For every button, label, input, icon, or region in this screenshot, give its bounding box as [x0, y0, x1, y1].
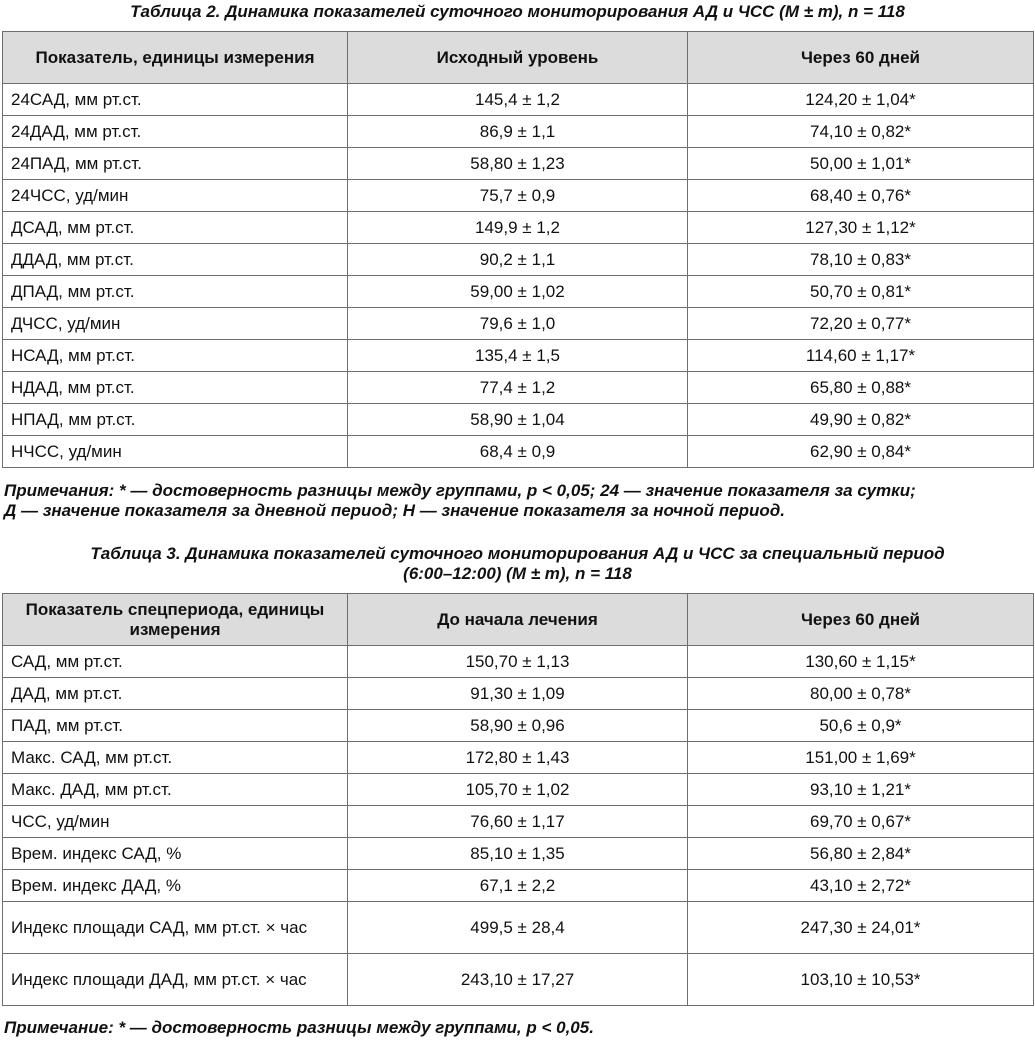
before-cell: 58,90 ± 0,96 — [348, 710, 688, 742]
table2-header-60days: Через 60 дней — [688, 32, 1034, 84]
after-cell: 74,10 ± 0,82* — [688, 116, 1034, 148]
indicator-cell: ДДАД, мм рт.ст. — [3, 244, 348, 276]
table-row — [3, 774, 1034, 806]
indicator-cell: Макс. ДАД, мм рт.ст. — [3, 774, 348, 806]
after-cell: 78,10 ± 0,83* — [688, 244, 1034, 276]
table-row — [3, 180, 1034, 212]
before-cell: 85,10 ± 1,35 — [348, 838, 688, 870]
table2-note-line2: Д — значение показателя за дневной период; Н — значение показателя за ночной период. — [4, 501, 785, 520]
after-cell: 50,6 ± 0,9* — [688, 710, 1034, 742]
after-cell: 130,60 ± 1,15* — [688, 646, 1034, 678]
indicator-cell: 24ДАД, мм рт.ст. — [3, 116, 348, 148]
table-row — [3, 870, 1034, 902]
table-row — [3, 404, 1034, 436]
before-cell: 91,30 ± 1,09 — [348, 678, 688, 710]
table-row — [3, 678, 1034, 710]
table3-header-row — [3, 594, 1034, 646]
indicator-cell: ЧСС, уд/мин — [3, 806, 348, 838]
indicator-cell: 24ПАД, мм рт.ст. — [3, 148, 348, 180]
table-row — [3, 340, 1034, 372]
indicator-cell: ДСАД, мм рт.ст. — [3, 212, 348, 244]
table2-body — [3, 84, 1034, 468]
after-cell: 65,80 ± 0,88* — [688, 372, 1034, 404]
before-cell: 90,2 ± 1,1 — [348, 244, 688, 276]
table2-header-baseline: Исходный уровень — [348, 32, 688, 84]
before-cell: 58,90 ± 1,04 — [348, 404, 688, 436]
before-cell: 105,70 ± 1,02 — [348, 774, 688, 806]
before-cell: 149,9 ± 1,2 — [348, 212, 688, 244]
after-cell: 50,70 ± 0,81* — [688, 276, 1034, 308]
indicator-cell: 24САД, мм рт.ст. — [3, 84, 348, 116]
table3-header-before: До начала лечения — [348, 594, 688, 646]
after-cell: 114,60 ± 1,17* — [688, 340, 1034, 372]
before-cell: 150,70 ± 1,13 — [348, 646, 688, 678]
after-cell: 124,20 ± 1,04* — [688, 84, 1034, 116]
table-row — [3, 276, 1034, 308]
table2 — [2, 31, 1034, 468]
indicator-cell: Макс. САД, мм рт.ст. — [3, 742, 348, 774]
table2-header-row — [3, 32, 1034, 84]
indicator-cell: ДПАД, мм рт.ст. — [3, 276, 348, 308]
after-cell: 93,10 ± 1,21* — [688, 774, 1034, 806]
after-cell: 68,40 ± 0,76* — [688, 180, 1034, 212]
indicator-cell: НПАД, мм рт.ст. — [3, 404, 348, 436]
before-cell: 135,4 ± 1,5 — [348, 340, 688, 372]
table2-note-line1: Примечания: * — достоверность разницы между группами, р < 0,05; 24 — значение показателя за сутки; — [4, 481, 916, 500]
before-cell: 58,80 ± 1,23 — [348, 148, 688, 180]
before-cell: 67,1 ± 2,2 — [348, 870, 688, 902]
after-cell: 62,90 ± 0,84* — [688, 436, 1034, 468]
table-row — [3, 742, 1034, 774]
indicator-cell: ПАД, мм рт.ст. — [3, 710, 348, 742]
after-cell: 127,30 ± 1,12* — [688, 212, 1034, 244]
before-cell: 75,7 ± 0,9 — [348, 180, 688, 212]
table3-note: Примечание: * — достоверность разницы между группами, р < 0,05. — [4, 1018, 594, 1037]
after-cell: 43,10 ± 2,72* — [688, 870, 1034, 902]
after-cell: 103,10 ± 10,53* — [688, 954, 1034, 1006]
indicator-cell: САД, мм рт.ст. — [3, 646, 348, 678]
table-row — [3, 838, 1034, 870]
before-cell: 59,00 ± 1,02 — [348, 276, 688, 308]
after-cell: 80,00 ± 0,78* — [688, 678, 1034, 710]
indicator-cell: Врем. индекс ДАД, % — [3, 870, 348, 902]
before-cell: 77,4 ± 1,2 — [348, 372, 688, 404]
indicator-cell: Индекс площади ДАД, мм рт.ст. × час — [3, 954, 348, 1006]
table-row — [3, 372, 1034, 404]
before-cell: 145,4 ± 1,2 — [348, 84, 688, 116]
indicator-cell: Индекс площади САД, мм рт.ст. × час — [3, 902, 348, 954]
after-cell: 56,80 ± 2,84* — [688, 838, 1034, 870]
table3-caption-line2: (6:00–12:00) (M ± m), n = 118 — [403, 564, 632, 583]
table-row — [3, 212, 1034, 244]
table-row — [3, 244, 1034, 276]
table3 — [2, 593, 1034, 1006]
table-row — [3, 954, 1034, 1006]
table-row — [3, 710, 1034, 742]
after-cell: 50,00 ± 1,01* — [688, 148, 1034, 180]
indicator-cell: 24ЧСС, уд/мин — [3, 180, 348, 212]
table3-body — [3, 646, 1034, 1006]
table-row — [3, 308, 1034, 340]
indicator-cell: ДЧСС, уд/мин — [3, 308, 348, 340]
table2-header-indicator: Показатель, единицы измерения — [3, 32, 348, 84]
table-row — [3, 116, 1034, 148]
after-cell: 69,70 ± 0,67* — [688, 806, 1034, 838]
indicator-cell: НЧСС, уд/мин — [3, 436, 348, 468]
before-cell: 243,10 ± 17,27 — [348, 954, 688, 1006]
after-cell: 72,20 ± 0,77* — [688, 308, 1034, 340]
before-cell: 172,80 ± 1,43 — [348, 742, 688, 774]
before-cell: 68,4 ± 0,9 — [348, 436, 688, 468]
before-cell: 79,6 ± 1,0 — [348, 308, 688, 340]
after-cell: 247,30 ± 24,01* — [688, 902, 1034, 954]
after-cell: 151,00 ± 1,69* — [688, 742, 1034, 774]
table-row — [3, 148, 1034, 180]
table3-section — [0, 544, 1035, 1038]
table3-caption-line1: Таблица 3. Динамика показателей суточного мониторирования АД и ЧСС за специальный период — [90, 544, 945, 563]
table2-caption: Таблица 2. Динамика показателей суточного мониторирования АД и ЧСС (M ± m), n = 118 — [130, 2, 905, 21]
indicator-cell: НСАД, мм рт.ст. — [3, 340, 348, 372]
before-cell: 86,9 ± 1,1 — [348, 116, 688, 148]
indicator-cell: ДАД, мм рт.ст. — [3, 678, 348, 710]
indicator-cell: НДАД, мм рт.ст. — [3, 372, 348, 404]
indicator-cell: Врем. индекс САД, % — [3, 838, 348, 870]
before-cell: 499,5 ± 28,4 — [348, 902, 688, 954]
table-row — [3, 806, 1034, 838]
table3-header-60days: Через 60 дней — [688, 594, 1034, 646]
table3-header-indicator: Показатель спецпериода, единицы измерения — [3, 594, 348, 646]
table-row — [3, 902, 1034, 954]
before-cell: 76,60 ± 1,17 — [348, 806, 688, 838]
table-row — [3, 646, 1034, 678]
after-cell: 49,90 ± 0,82* — [688, 404, 1034, 436]
table-row — [3, 84, 1034, 116]
table-row — [3, 436, 1034, 468]
